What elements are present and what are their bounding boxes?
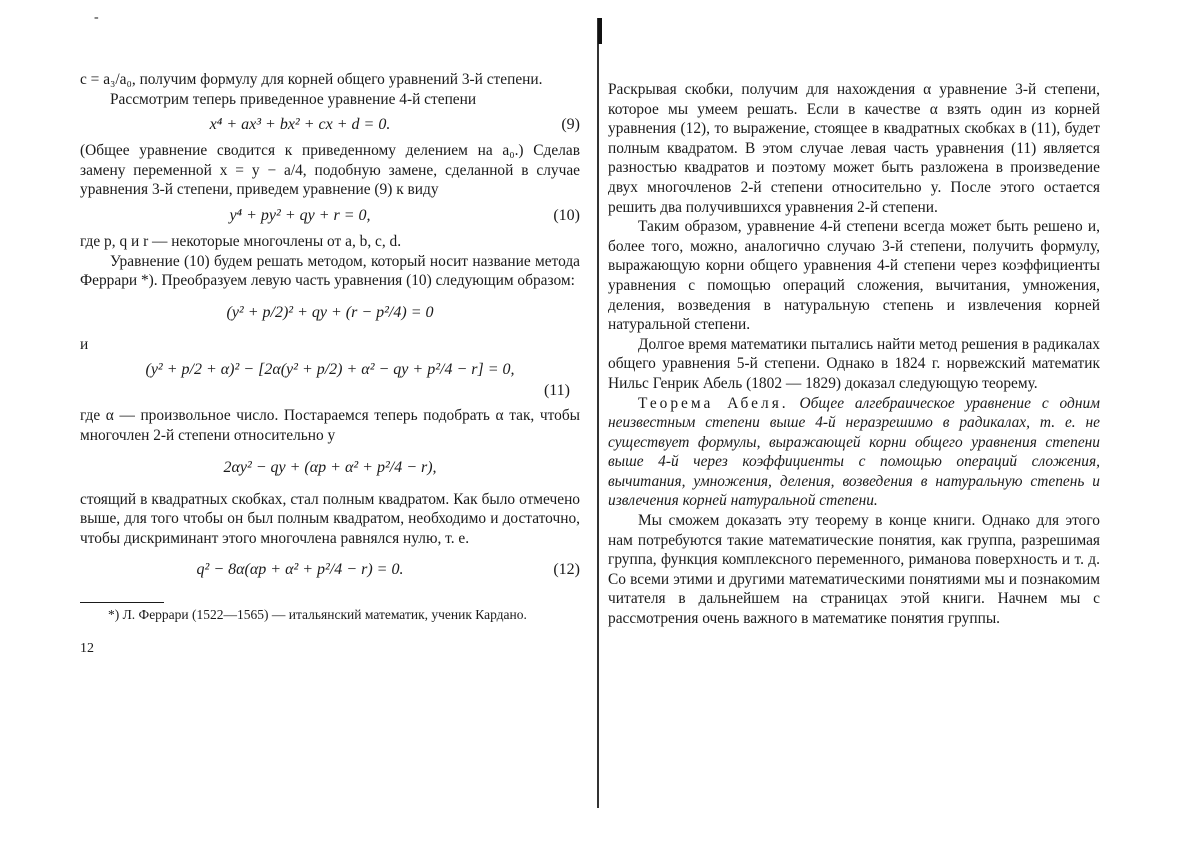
paragraph-ferrari-method: Уравнение (10) будем решать методом, который носит название метода Феррари *). Преобразуем левую часть уравнения (10) следующим образом:	[80, 252, 580, 290]
equation-11-formula: (y² + p/2 + α)² − [2α(y² + p/2) + α² − qy + p²/4 − r] = 0,	[145, 361, 515, 379]
paragraph-book-outlook: Мы сможем доказать эту теорему в конце книги. Однако для этого нам потребуются такие математические понятия, как группа, разрешимая группа, функция комплексного переменного, риманова поверхность и т. д. Со всеми этими и другими математическими понятиями мы и познакомим читателя в дальнейшем на страницах этой книги. Начнем мы с рассмотрения очень важного в математике понятия группы.	[608, 512, 1100, 628]
paragraph-alpha: где α — произвольное число. Постараемся теперь подобрать α так, чтобы многочлен 2-й степени относительно y	[80, 407, 580, 444]
equation-bracket-polynomial	[80, 446, 580, 490]
conjunction-and: и	[80, 335, 89, 353]
paragraph-discriminant: стоящий в квадратных скобках, стал полным квадратом. Как было отмечено выше, для того чтобы он был полным квадратом, необходимо и достаточно, чтобы дискриминант этого многочлена равнялся нулю, т. е.	[80, 490, 580, 547]
equation-12-formula: q² − 8α(αp + α² + p²/4 − r) = 0.	[196, 561, 404, 579]
equation-9-number: (9)	[561, 116, 580, 134]
paragraph-quartic-solvable: Таким образом, уравнение 4-й степени всегда может быть решено и, более того, можно, аналогично случаю 3-й степени, получить формулу, выражающую корни общего уравнения 4-й степени через коэффициенты уравнения с помощью операций сложения, вычитания, умножения, деления, возведения в натуральную степень и извлечения корней натуральной степени.	[608, 218, 1100, 334]
equation-10-number: (10)	[553, 206, 580, 224]
equation-12	[80, 548, 580, 592]
paragraph-quintic-history: Долгое время математики пытались найти метод решения в радикалах общего уравнения 5-й степени. Однако в 1824 г. норвежский математик Нильс Генрик Абель (1802 — 1829) доказал следующую теорему.	[608, 335, 1100, 392]
equation-9-formula: x⁴ + ax³ + bx² + cx + d = 0.	[209, 116, 391, 134]
paragraph-formula-cubic: c = a₃/a₀, получим формулу для корней общего уравнений 3-й степени.	[80, 71, 543, 88]
paragraph-coefficients: где p, q и r — некоторые многочлены от a, b, c, d.	[80, 232, 402, 250]
equation-transform-formula: (y² + p/2)² + qy + (r − p²/4) = 0	[226, 303, 434, 321]
equation-11-number-row	[80, 382, 580, 406]
scan-mark: -	[94, 10, 99, 25]
page-number: 12	[80, 641, 94, 657]
equation-11	[80, 354, 580, 386]
equation-9	[80, 109, 580, 141]
equation-10-formula: y⁴ + py² + qy + r = 0,	[229, 206, 371, 224]
paragraph-quartic-intro: Рассмотрим теперь приведенное уравнение 4-й степени	[110, 90, 477, 108]
abel-theorem-statement: Общее алгебраическое уравнение с одним неизвестным степени выше 4-й неразрешимо в радикалах, т. е. не существует формулы, выражающей корни общего уравнения степени выше 4-й через коэффициенты с помощью операций сложения, вычитания, умножения, деления, возведения в натуральную степень и извлечения корней натуральной степени.	[608, 394, 1100, 510]
gutter-mark	[598, 18, 602, 44]
abel-theorem	[608, 394, 1100, 512]
equation-12-number: (12)	[553, 561, 580, 579]
footnote-rule	[80, 602, 164, 603]
equation-transform	[80, 291, 580, 335]
footnote-ferrari: *) Л. Феррари (1522—1565) — итальянский математик, ученик Кардано.	[108, 607, 527, 623]
right-page	[608, 80, 1100, 629]
paragraph-substitution: (Общее уравнение сводится к приведенному делением на a₀.) Сделав замену переменной x = y − a/4, подобную замене, сделанной в случае уравнения 3-й степени, приведем уравнение (9) к виду	[80, 142, 580, 199]
left-page	[80, 70, 580, 657]
page-gutter	[597, 18, 599, 808]
equation-bracket-polynomial-formula: 2αy² − qy + (αp + α² + p²/4 − r),	[223, 458, 437, 476]
abel-theorem-heading: Теорема Абеля.	[638, 394, 789, 412]
equation-10	[80, 200, 580, 232]
paragraph-cubic-resolvent: Раскрывая скобки, получим для нахождения α уравнение 3-й степени, которое мы умеем решать. Если в качестве α взять один из корней уравнения (12), то выражение, стоящее в квадратных скобках в (11), будет полным квадратом. В этом случае левая часть уравнения (11) является разностью квадратов и поэтому может быть разложена в произведение двух многочленов 2-й степени относительно y. После этого остается решить два получившихся уравнения 2-й степени.	[608, 81, 1100, 216]
equation-11-number: (11)	[543, 382, 570, 400]
